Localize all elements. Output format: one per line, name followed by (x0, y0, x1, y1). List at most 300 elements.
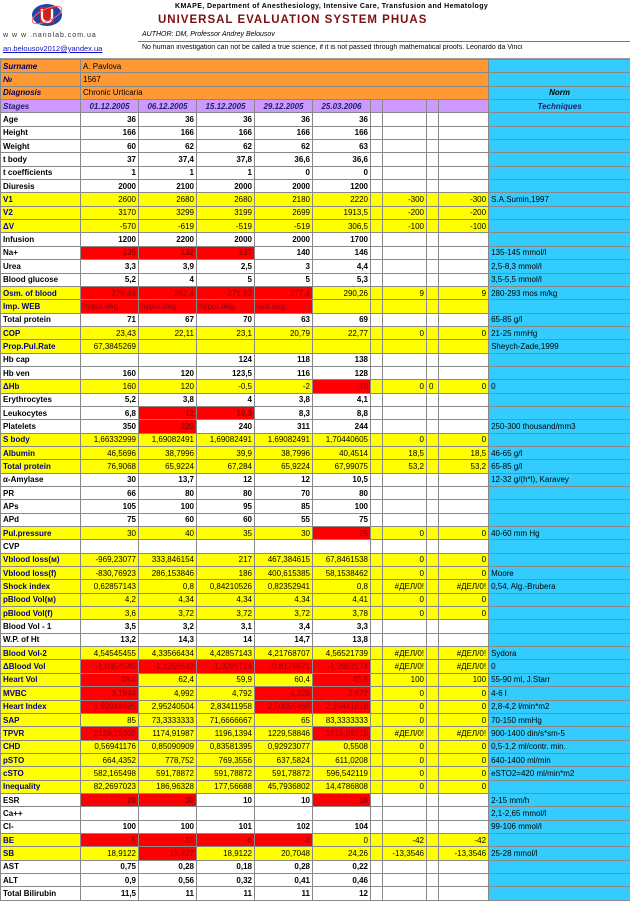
extra-cell[interactable]: 0 (383, 527, 427, 540)
extra-cell[interactable] (371, 780, 383, 793)
value-cell[interactable] (81, 807, 139, 820)
extra-cell[interactable] (439, 246, 489, 259)
value-cell[interactable]: 80 (313, 487, 371, 500)
norm-cell[interactable]: 640-1400 ml/min (489, 753, 630, 766)
extra-cell[interactable] (371, 353, 383, 366)
extra-cell[interactable]: #ДЕЛ/0! (439, 660, 489, 673)
value-cell[interactable]: 135 (81, 246, 139, 259)
value-cell[interactable]: 67 (139, 313, 197, 326)
extra-cell[interactable] (427, 833, 439, 846)
value-cell[interactable]: 160 (81, 380, 139, 393)
value-cell[interactable]: 0,28 (139, 860, 197, 873)
stage-date[interactable]: 15.12.2005 (197, 100, 255, 113)
row-label[interactable]: Total protein (1, 313, 81, 326)
value-cell[interactable]: 4,228 (255, 687, 313, 700)
value-cell[interactable]: -1,1356643 (139, 660, 197, 673)
value-cell[interactable]: 8,8 (313, 406, 371, 419)
extra-cell[interactable] (371, 166, 383, 179)
value-cell[interactable]: 591,78872 (255, 767, 313, 780)
row-label[interactable]: ΔHb (1, 380, 81, 393)
extra-cell[interactable]: 0 (439, 767, 489, 780)
value-cell[interactable]: 0,56941176 (81, 740, 139, 753)
value-cell[interactable]: 2000 (255, 180, 313, 193)
extra-cell[interactable] (439, 633, 489, 646)
value-cell[interactable]: 140 (255, 246, 313, 259)
info-label[interactable]: Diagnosis (1, 86, 81, 99)
extra-cell[interactable]: 0 (383, 593, 427, 606)
extra-cell[interactable]: -200 (439, 206, 489, 219)
extra-cell[interactable]: -13,3546 (383, 847, 427, 860)
value-cell[interactable]: 1229,58846 (255, 727, 313, 740)
value-cell[interactable] (313, 300, 371, 313)
value-cell[interactable]: 166 (313, 126, 371, 139)
norm-cell[interactable]: 25-28 mmol/l (489, 847, 630, 860)
value-cell[interactable]: 4,34 (255, 593, 313, 606)
extra-cell[interactable] (383, 180, 427, 193)
value-cell[interactable]: 3199 (197, 206, 255, 219)
extra-cell[interactable]: -300 (439, 193, 489, 206)
value-cell[interactable]: 30 (81, 527, 139, 540)
value-cell[interactable]: 4,42857143 (197, 647, 255, 660)
row-label[interactable]: Ca++ (1, 807, 81, 820)
extra-cell[interactable]: 0 (383, 687, 427, 700)
extra-cell[interactable] (427, 647, 439, 660)
value-cell[interactable]: 286,153846 (139, 567, 197, 580)
info-value[interactable]: Chronic Urticaria (81, 86, 489, 99)
extra-cell[interactable] (427, 593, 439, 606)
value-cell[interactable]: 62 (139, 140, 197, 153)
value-cell[interactable]: 138 (313, 353, 371, 366)
row-label[interactable]: Urea (1, 260, 81, 273)
extra-cell[interactable] (371, 193, 383, 206)
value-cell[interactable] (255, 807, 313, 820)
extra-cell[interactable] (371, 793, 383, 806)
extra-cell[interactable] (371, 513, 383, 526)
extra-cell[interactable]: 18,5 (439, 446, 489, 459)
extra-cell[interactable] (427, 700, 439, 713)
row-label[interactable]: Vblood loss(f) (1, 567, 81, 580)
value-cell[interactable]: 1700 (313, 233, 371, 246)
norm-cell[interactable] (489, 873, 630, 886)
value-cell[interactable]: 3,78 (313, 607, 371, 620)
value-cell[interactable]: 3,5 (81, 620, 139, 633)
extra-cell[interactable] (439, 406, 489, 419)
norm-cell[interactable] (489, 73, 630, 86)
extra-cell[interactable]: -100 (383, 220, 427, 233)
value-cell[interactable]: 3,3 (313, 620, 371, 633)
stage-date[interactable]: 06.12.2005 (139, 100, 197, 113)
extra-cell[interactable] (439, 793, 489, 806)
value-cell[interactable]: 75 (81, 513, 139, 526)
stage-extra[interactable] (427, 100, 439, 113)
value-cell[interactable]: 37,8 (197, 153, 255, 166)
value-cell[interactable]: 4,1 (313, 393, 371, 406)
value-cell[interactable]: 1,69082491 (197, 433, 255, 446)
value-cell[interactable] (197, 540, 255, 553)
row-label[interactable]: Hb cap (1, 353, 81, 366)
value-cell[interactable] (139, 540, 197, 553)
row-label[interactable]: Prop.Pul.Rate (1, 340, 81, 353)
extra-cell[interactable] (427, 753, 439, 766)
value-cell[interactable]: 467,384615 (255, 553, 313, 566)
extra-cell[interactable] (427, 353, 439, 366)
value-cell[interactable]: 146 (313, 246, 371, 259)
row-label[interactable]: Shock index (1, 580, 81, 593)
extra-cell[interactable] (383, 126, 427, 139)
value-cell[interactable]: 3 (255, 260, 313, 273)
extra-cell[interactable] (427, 260, 439, 273)
norm-cell[interactable] (489, 140, 630, 153)
value-cell[interactable]: 1 (139, 166, 197, 179)
value-cell[interactable]: 39,9 (197, 446, 255, 459)
extra-cell[interactable] (371, 873, 383, 886)
value-cell[interactable] (313, 340, 371, 353)
value-cell[interactable]: 3,6 (81, 607, 139, 620)
value-cell[interactable]: 591,78872 (139, 767, 197, 780)
extra-cell[interactable]: 0 (439, 527, 489, 540)
row-label[interactable]: t coefficients (1, 166, 81, 179)
value-cell[interactable]: -0,8176871 (255, 660, 313, 673)
extra-cell[interactable] (371, 593, 383, 606)
extra-cell[interactable] (427, 300, 439, 313)
value-cell[interactable]: 60 (197, 513, 255, 526)
norm-cell[interactable]: 0,5-1,2 ml/contr. min. (489, 740, 630, 753)
value-cell[interactable]: 11,5 (81, 887, 139, 900)
extra-cell[interactable] (371, 126, 383, 139)
extra-cell[interactable] (383, 820, 427, 833)
value-cell[interactable]: 4,21768707 (255, 647, 313, 660)
value-cell[interactable]: 2000 (81, 180, 139, 193)
extra-cell[interactable]: -42 (383, 833, 427, 846)
norm-cell[interactable] (489, 153, 630, 166)
row-label[interactable]: Total protein (1, 460, 81, 473)
extra-cell[interactable]: #ДЕЛ/0! (439, 580, 489, 593)
value-cell[interactable]: 65,9224 (139, 460, 197, 473)
value-cell[interactable]: 160 (81, 366, 139, 379)
norm-cell[interactable]: 99-106 mmol/l (489, 820, 630, 833)
row-label[interactable]: Diuresis (1, 180, 81, 193)
extra-cell[interactable] (371, 326, 383, 339)
value-cell[interactable]: 166 (197, 126, 255, 139)
value-cell[interactable]: 1,69082491 (255, 433, 313, 446)
value-cell[interactable]: 36,6 (313, 153, 371, 166)
value-cell[interactable]: 12 (197, 473, 255, 486)
extra-cell[interactable]: #ДЕЛ/0! (383, 647, 427, 660)
value-cell[interactable]: 0,84210526 (197, 580, 255, 593)
value-cell[interactable]: 3,1944 (81, 687, 139, 700)
row-label[interactable]: pSTO (1, 753, 81, 766)
row-label[interactable]: SB (1, 847, 81, 860)
norm-cell[interactable]: Sydora (489, 647, 630, 660)
extra-cell[interactable] (383, 873, 427, 886)
extra-cell[interactable] (427, 607, 439, 620)
extra-cell[interactable] (427, 487, 439, 500)
extra-cell[interactable] (427, 460, 439, 473)
value-cell[interactable]: 3,72 (197, 607, 255, 620)
value-cell[interactable]: 306,5 (313, 220, 371, 233)
extra-cell[interactable]: 0 (383, 713, 427, 726)
value-cell[interactable]: 62,4 (139, 673, 197, 686)
value-cell[interactable]: 35 (197, 527, 255, 540)
extra-cell[interactable] (427, 513, 439, 526)
extra-cell[interactable]: 0 (383, 433, 427, 446)
norm-cell[interactable]: 70-150 mmHg (489, 713, 630, 726)
row-label[interactable]: t body (1, 153, 81, 166)
info-value[interactable]: A. Pavlova (81, 60, 489, 73)
extra-cell[interactable] (371, 286, 383, 299)
norm-cell[interactable] (489, 487, 630, 500)
value-cell[interactable]: 128 (313, 366, 371, 379)
value-cell[interactable]: 101 (197, 820, 255, 833)
value-cell[interactable]: 23,43 (81, 326, 139, 339)
value-cell[interactable] (197, 340, 255, 353)
norm-cell[interactable]: eSTO2=420 ml/min*m2 (489, 767, 630, 780)
stages-label[interactable]: Stages (1, 100, 81, 113)
extra-cell[interactable]: -300 (383, 193, 427, 206)
extra-cell[interactable] (439, 487, 489, 500)
value-cell[interactable]: 4,34 (197, 593, 255, 606)
extra-cell[interactable] (371, 580, 383, 593)
extra-cell[interactable] (439, 393, 489, 406)
value-cell[interactable]: 3,3 (81, 260, 139, 273)
value-cell[interactable]: 82,2697023 (81, 780, 139, 793)
value-cell[interactable]: 66 (81, 487, 139, 500)
value-cell[interactable]: 2200 (139, 233, 197, 246)
extra-cell[interactable] (427, 473, 439, 486)
extra-cell[interactable] (427, 767, 439, 780)
value-cell[interactable]: 13,2 (81, 633, 139, 646)
extra-cell[interactable]: 0 (383, 607, 427, 620)
value-cell[interactable]: 100 (313, 500, 371, 513)
extra-cell[interactable] (383, 513, 427, 526)
value-cell[interactable]: -4 (255, 833, 313, 846)
value-cell[interactable]: 38,7996 (255, 446, 313, 459)
value-cell[interactable]: 0,8 (313, 580, 371, 593)
norm-cell[interactable] (489, 540, 630, 553)
extra-cell[interactable] (439, 126, 489, 139)
value-cell[interactable]: 10,3 (197, 406, 255, 419)
extra-cell[interactable] (383, 807, 427, 820)
norm-cell[interactable] (489, 60, 630, 73)
extra-cell[interactable] (371, 753, 383, 766)
extra-cell[interactable] (383, 366, 427, 379)
value-cell[interactable]: 1196,1394 (197, 727, 255, 740)
extra-cell[interactable] (439, 873, 489, 886)
value-cell[interactable]: 20,79 (255, 326, 313, 339)
value-cell[interactable]: 18 (313, 793, 371, 806)
extra-cell[interactable] (383, 353, 427, 366)
norm-cell[interactable]: 2,8-4,2 l/min*m2 (489, 700, 630, 713)
extra-cell[interactable]: 53,2 (439, 460, 489, 473)
row-label[interactable]: Vblood loss(м) (1, 553, 81, 566)
value-cell[interactable]: 2180 (255, 193, 313, 206)
extra-cell[interactable]: 9 (439, 286, 489, 299)
extra-cell[interactable] (439, 140, 489, 153)
norm-cell[interactable]: 55-90 ml, J.Starr (489, 673, 630, 686)
row-label[interactable]: Imp. WEB (1, 300, 81, 313)
value-cell[interactable]: 166 (81, 126, 139, 139)
value-cell[interactable]: 12 (139, 406, 197, 419)
row-label[interactable]: α-Amylase (1, 473, 81, 486)
extra-cell[interactable]: 0 (383, 567, 427, 580)
row-label[interactable]: Blood Vol-2 (1, 647, 81, 660)
value-cell[interactable]: isot.deg. (255, 300, 313, 313)
extra-cell[interactable]: #ДЕЛ/0! (439, 727, 489, 740)
value-cell[interactable]: 2000 (197, 233, 255, 246)
row-label[interactable]: Hb ven (1, 366, 81, 379)
row-label[interactable]: APd (1, 513, 81, 526)
norm-cell[interactable]: 0,54, Alg.-Brubera (489, 580, 630, 593)
value-cell[interactable]: 4,792 (197, 687, 255, 700)
row-label[interactable]: Pul.pressure (1, 527, 81, 540)
extra-cell[interactable] (371, 140, 383, 153)
extra-cell[interactable]: 0 (439, 687, 489, 700)
value-cell[interactable]: 18,9122 (197, 847, 255, 860)
value-cell[interactable] (313, 540, 371, 553)
extra-cell[interactable] (371, 273, 383, 286)
value-cell[interactable]: 2128,19309 (81, 727, 139, 740)
value-cell[interactable]: 1 (197, 166, 255, 179)
value-cell[interactable]: -5 (81, 833, 139, 846)
value-cell[interactable]: 36 (197, 113, 255, 126)
value-cell[interactable]: 95 (197, 500, 255, 513)
value-cell[interactable]: 5,3 (313, 273, 371, 286)
extra-cell[interactable] (371, 807, 383, 820)
extra-cell[interactable] (371, 607, 383, 620)
extra-cell[interactable] (427, 273, 439, 286)
value-cell[interactable]: 240 (197, 420, 255, 433)
value-cell[interactable]: 4,33566434 (139, 647, 197, 660)
value-cell[interactable]: -10 (313, 380, 371, 393)
value-cell[interactable]: 10 (197, 793, 255, 806)
norm-cell[interactable]: 65-85 g/l (489, 460, 630, 473)
value-cell[interactable]: 69 (313, 313, 371, 326)
extra-cell[interactable] (371, 113, 383, 126)
value-cell[interactable]: 104 (313, 820, 371, 833)
value-cell[interactable]: 2,5 (197, 260, 255, 273)
row-label[interactable]: PR (1, 487, 81, 500)
value-cell[interactable] (81, 353, 139, 366)
value-cell[interactable]: 3,1 (197, 620, 255, 633)
stage-extra[interactable] (439, 100, 489, 113)
extra-cell[interactable] (371, 366, 383, 379)
norm-cell[interactable] (489, 780, 630, 793)
value-cell[interactable]: 13,8 (313, 633, 371, 646)
extra-cell[interactable]: 0 (439, 607, 489, 620)
value-cell[interactable]: 71,6666667 (197, 713, 255, 726)
norm-cell[interactable]: 280-293 mos m/kg (489, 286, 630, 299)
value-cell[interactable]: 4,56521739 (313, 647, 371, 660)
norm-cell[interactable]: 12-32 g/(h*l), Karavey (489, 473, 630, 486)
norm-cell[interactable] (489, 126, 630, 139)
value-cell[interactable]: 0,92923077 (255, 740, 313, 753)
extra-cell[interactable] (427, 126, 439, 139)
value-cell[interactable] (139, 340, 197, 353)
extra-cell[interactable] (371, 220, 383, 233)
extra-cell[interactable]: 0 (383, 553, 427, 566)
norm-cell[interactable] (489, 353, 630, 366)
value-cell[interactable]: 311 (255, 420, 313, 433)
value-cell[interactable]: 48,4 (81, 673, 139, 686)
value-cell[interactable]: 333,846154 (139, 553, 197, 566)
extra-cell[interactable]: 0 (439, 567, 489, 580)
extra-cell[interactable] (427, 233, 439, 246)
value-cell[interactable]: 0 (255, 166, 313, 179)
norm-cell[interactable] (489, 433, 630, 446)
value-cell[interactable]: hypot.deg. (139, 300, 197, 313)
norm-cell[interactable] (489, 206, 630, 219)
value-cell[interactable]: 5 (197, 273, 255, 286)
row-label[interactable]: APs (1, 500, 81, 513)
value-cell[interactable]: 62 (255, 140, 313, 153)
row-label[interactable]: CHD (1, 740, 81, 753)
value-cell[interactable]: 8,3 (255, 406, 313, 419)
extra-cell[interactable] (439, 153, 489, 166)
value-cell[interactable]: 20 (81, 793, 139, 806)
value-cell[interactable]: 70 (197, 313, 255, 326)
value-cell[interactable]: 186,96328 (139, 780, 197, 793)
value-cell[interactable]: 0,46 (313, 873, 371, 886)
extra-cell[interactable] (383, 153, 427, 166)
row-label[interactable]: ALT (1, 873, 81, 886)
extra-cell[interactable] (371, 380, 383, 393)
value-cell[interactable]: 1 (81, 166, 139, 179)
extra-cell[interactable]: 9 (383, 286, 427, 299)
extra-cell[interactable] (383, 633, 427, 646)
extra-cell[interactable]: -100 (439, 220, 489, 233)
value-cell[interactable]: 23,1 (197, 326, 255, 339)
extra-cell[interactable]: 0 (439, 553, 489, 566)
extra-cell[interactable]: -200 (383, 206, 427, 219)
extra-cell[interactable] (371, 700, 383, 713)
extra-cell[interactable] (371, 740, 383, 753)
value-cell[interactable]: 75 (313, 513, 371, 526)
row-label[interactable]: Blood glucose (1, 273, 81, 286)
value-cell[interactable]: 102 (255, 820, 313, 833)
value-cell[interactable]: 11 (197, 887, 255, 900)
value-cell[interactable]: 2,50055469 (255, 700, 313, 713)
extra-cell[interactable] (371, 833, 383, 846)
extra-cell[interactable] (371, 260, 383, 273)
value-cell[interactable]: 582,165498 (81, 767, 139, 780)
value-cell[interactable]: 1,66332999 (81, 433, 139, 446)
extra-cell[interactable] (427, 446, 439, 459)
extra-cell[interactable]: #ДЕЛ/0! (383, 660, 427, 673)
norm-cell[interactable]: 250-300 thousand/mm3 (489, 420, 630, 433)
value-cell[interactable]: 37 (81, 153, 139, 166)
value-cell[interactable]: 664,4352 (81, 753, 139, 766)
row-label[interactable]: ΔBlood Vol (1, 660, 81, 673)
extra-cell[interactable] (371, 153, 383, 166)
value-cell[interactable]: 611,0208 (313, 753, 371, 766)
extra-cell[interactable] (383, 113, 427, 126)
extra-cell[interactable] (439, 513, 489, 526)
value-cell[interactable]: 637,5824 (255, 753, 313, 766)
value-cell[interactable]: 85 (255, 500, 313, 513)
value-cell[interactable]: 14,3 (139, 633, 197, 646)
extra-cell[interactable] (427, 393, 439, 406)
extra-cell[interactable] (383, 393, 427, 406)
value-cell[interactable]: 11 (255, 887, 313, 900)
extra-cell[interactable] (427, 820, 439, 833)
site-url[interactable]: w w w .nanolab.com.ua (3, 32, 97, 39)
value-cell[interactable]: 5 (255, 273, 313, 286)
row-label[interactable]: BE (1, 833, 81, 846)
extra-cell[interactable] (427, 780, 439, 793)
value-cell[interactable]: 1815,06715 (313, 727, 371, 740)
extra-cell[interactable]: 18,5 (383, 446, 427, 459)
extra-cell[interactable] (383, 887, 427, 900)
